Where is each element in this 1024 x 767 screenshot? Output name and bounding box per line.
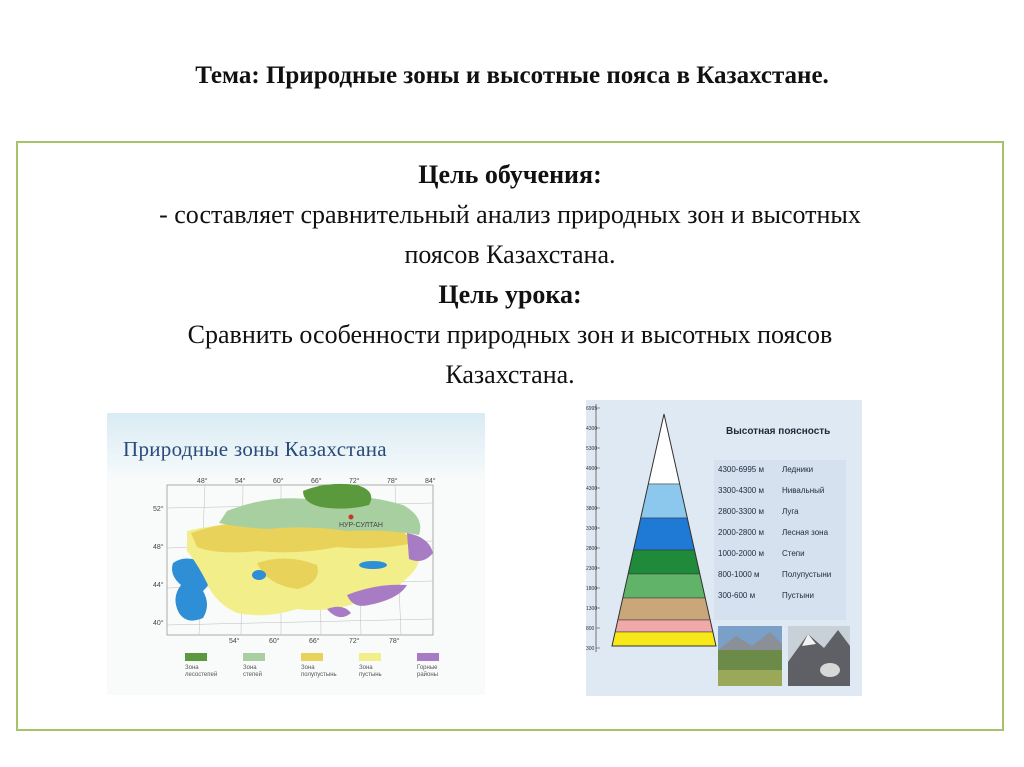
altitude-zone-name: Лесная зона [782,528,829,537]
altitude-tick-label: 6995 [586,406,598,412]
legend-label: Зона [359,665,373,671]
legend-label: Зона [301,665,315,671]
altitude-band [648,414,679,484]
altitude-range-label: 4300-6995 м [718,465,764,474]
parallel-label: 40° [153,620,164,627]
learning-goal-line-1: - составляет сравнительный анализ природных зон и высотных [159,200,861,229]
altitude-band [612,632,716,646]
map-graphic [107,413,485,695]
content-frame [16,141,1004,731]
altitude-range-label: 800-1000 м [718,570,760,579]
altitude-tick-label: 3300 [586,526,598,532]
altitude-band [628,550,700,574]
altitude-tick-label: 5300 [586,446,598,452]
meridian-label: 54° [235,478,246,485]
meridian-label: 72° [349,638,360,645]
altitude-heading: Высотная поясность [726,426,831,437]
altitude-tick-label: 2800 [586,546,598,552]
altitude-band [634,518,695,550]
altitude-zone-name: Нивальный [782,486,825,495]
altitude-range-label: 1000-2000 м [718,549,764,558]
altitude-tick-label: 1300 [586,606,598,612]
altitude-tick-label: 800 [586,626,595,632]
altitude-tick-label: 4300 [586,426,598,432]
learning-goal-line-2: поясов Казахстана. [404,240,616,269]
lesson-goal-line-1: Сравнить особенности природных зон и высотных поясов [187,320,833,349]
map-title: Природные зоны Казахстана [123,437,387,461]
legend-label: Зона [243,665,257,671]
altitude-zone-name: Луга [782,507,799,516]
altitude-band [618,598,710,620]
meridian-label: 72° [349,478,360,485]
legend-label: пустынь [359,672,382,678]
learning-goal-heading: Цель обучения: [418,160,602,189]
legend-label: степей [243,672,262,678]
altitude-tick-label: 300 [586,646,595,652]
altitude-zone-name: Степи [782,549,805,558]
meridian-label: 54° [229,638,240,645]
parallel-label: 44° [153,582,164,589]
natural-zones-map [107,413,485,695]
legend-swatch [243,653,265,661]
altitude-tick-label: 1800 [586,586,598,592]
legend-label: лесостепей [185,672,218,678]
altitude-range-label: 2000-2800 м [718,528,764,537]
landscape-photo-mountain [788,626,850,686]
altitude-zone-name: Ледники [782,465,814,474]
legend-swatch [359,653,381,661]
altitude-band [623,574,705,598]
meridian-label: 60° [273,478,284,485]
parallel-label: 48° [153,544,164,551]
legend-label: полупустынь [301,672,337,678]
meridian-label: 60° [269,638,280,645]
altitude-tick-label: 2300 [586,566,598,572]
altitude-band [641,484,688,518]
legend-swatch [417,653,439,661]
legend-swatch [301,653,323,661]
altitude-tick-label: 3800 [586,506,598,512]
altitude-band [615,620,713,632]
altitude-range-label: 2800-3300 м [718,507,764,516]
slide-title: Тема: Природные зоны и высотные пояса в Казахстане. [195,62,829,89]
meridian-label: 48° [197,478,208,485]
lesson-goal-line-2: Казахстана. [445,360,575,389]
legend-swatch [185,653,207,661]
altitude-tick-label: 4300 [586,486,598,492]
lesson-goal-heading: Цель урока: [438,280,582,309]
meridian-label: 66° [309,638,320,645]
meridian-label: 78° [389,638,400,645]
meridian-label: 84° [425,478,436,485]
capital-label: НУР-СУЛТАН [339,522,383,529]
legend-label: Горные [417,665,438,671]
altitude-range-label: 300-600 м [718,591,756,600]
parallel-label: 52° [153,506,164,513]
altitude-zone-name: Полупустыни [782,570,832,579]
altitude-tick-label: 4900 [586,466,598,472]
legend-label: районы [417,672,438,678]
legend-label: Зона [185,665,199,671]
meridian-label: 78° [387,478,398,485]
altitude-range-label: 3300-4300 м [718,486,764,495]
meridian-label: 66° [311,478,322,485]
altitudinal-zonation-chart [586,400,862,696]
altitude-zone-name: Пустыни [782,591,814,600]
altitude-graphic [586,400,862,696]
landscape-photo-valley [718,626,782,686]
